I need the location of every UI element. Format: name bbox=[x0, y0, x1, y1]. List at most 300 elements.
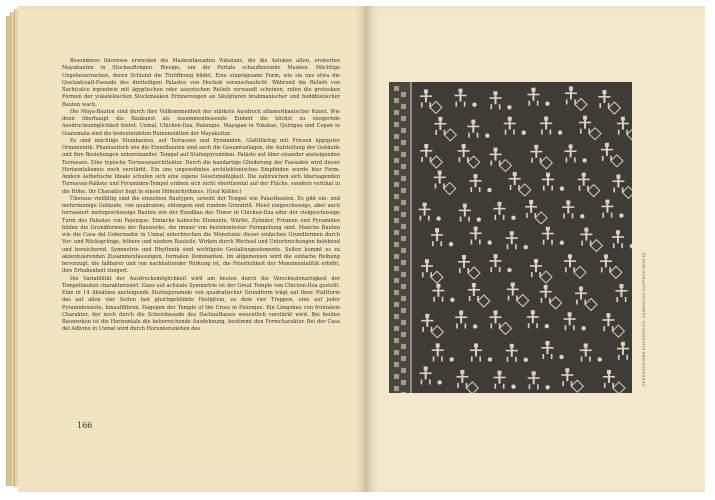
figure-part bbox=[611, 213, 613, 218]
figure-part bbox=[566, 157, 568, 162]
figure-part bbox=[422, 327, 424, 332]
figure-part bbox=[615, 290, 627, 292]
figure-part bbox=[532, 371, 536, 375]
figure-part bbox=[601, 149, 613, 151]
figure-part bbox=[470, 233, 482, 235]
textile-dot bbox=[524, 358, 528, 362]
border-motif bbox=[401, 272, 406, 277]
border-motif bbox=[401, 380, 406, 385]
figure-part bbox=[621, 117, 625, 121]
figure-part bbox=[564, 260, 576, 262]
figure-part bbox=[490, 161, 492, 166]
figure-part bbox=[475, 347, 477, 356]
figure-part bbox=[540, 291, 552, 293]
border-motif bbox=[401, 128, 406, 133]
textile-dot bbox=[449, 242, 453, 246]
figure-part bbox=[626, 355, 628, 360]
border-motif bbox=[401, 116, 406, 121]
textile-dot bbox=[473, 324, 477, 328]
textile-dot bbox=[437, 380, 441, 384]
figure-part bbox=[620, 288, 622, 297]
figure-part bbox=[489, 154, 501, 156]
figure-part bbox=[436, 232, 438, 241]
border-motif bbox=[394, 98, 399, 103]
figure-part bbox=[493, 91, 497, 95]
figure-part bbox=[510, 231, 514, 235]
figure-part bbox=[477, 133, 479, 138]
border-motif bbox=[394, 218, 399, 223]
border-motif bbox=[394, 326, 399, 331]
border-motif bbox=[394, 110, 399, 115]
figure-part bbox=[579, 287, 583, 291]
figure-part bbox=[465, 323, 467, 328]
figure-part bbox=[580, 129, 582, 134]
figure-part bbox=[433, 297, 435, 302]
figure-part bbox=[572, 213, 574, 218]
figure-part bbox=[544, 117, 548, 121]
figure-part bbox=[511, 283, 515, 287]
border-motif bbox=[394, 122, 399, 127]
textile-dot bbox=[511, 384, 515, 388]
figure-part bbox=[458, 89, 462, 93]
figure-part bbox=[585, 232, 587, 241]
figure-part bbox=[569, 144, 573, 148]
figure-part bbox=[498, 371, 502, 375]
figure-part bbox=[606, 147, 608, 156]
textile-dot bbox=[436, 216, 440, 220]
figure-part bbox=[551, 186, 553, 191]
figure-part bbox=[568, 254, 572, 258]
figure-part bbox=[576, 300, 578, 305]
figure-part bbox=[607, 317, 609, 326]
figure-part bbox=[542, 179, 554, 181]
textile-dot bbox=[580, 214, 584, 218]
figure-part bbox=[535, 149, 537, 158]
border-motif bbox=[401, 176, 406, 181]
figure-part bbox=[616, 297, 618, 302]
figure-part bbox=[428, 216, 430, 221]
figure-part bbox=[426, 263, 428, 272]
figure-part bbox=[442, 297, 444, 302]
figure-part bbox=[489, 97, 501, 99]
figure-part bbox=[565, 267, 567, 272]
textile-dot bbox=[450, 357, 454, 361]
textile-image bbox=[389, 82, 632, 393]
figure-part bbox=[547, 177, 549, 186]
border-motif bbox=[394, 254, 399, 259]
textile-dot bbox=[598, 357, 602, 361]
textile-dot bbox=[545, 324, 549, 328]
paragraph: Besonderes Interesse erwecken die Maskenfassaden Yukatans, die die Azteken alten, eroberten Mayabauten in Stuckaufträgen. Riesige, um die Portale schaufbasunde Masken. Mächtige Ungeheuerrachen, deren Schlund die Türöffnung bildet. Eine einprägsame Form, wie sie uns etwa die Quetzalcoatl-Fassade des dreiteiligen Palastes von Hochob veranschaulicht. Während die Reliefs von Xochicalco irgendwie mit ägyptischen oder assyrischen Reliefs verwandt scheinen, rufen die grotesken Formen der yukatekischen Stuckmasken Erinnerungen an Skulpturen brahmanischer und buddhistischer Bauten wach. bbox=[62, 58, 340, 108]
figure-part bbox=[546, 227, 550, 231]
figure-part bbox=[612, 236, 624, 238]
border-motif bbox=[401, 248, 406, 253]
figure-part bbox=[421, 379, 423, 384]
figure-part bbox=[474, 227, 478, 231]
figure-part bbox=[605, 258, 607, 267]
figure-part bbox=[499, 267, 501, 272]
figure-part bbox=[425, 370, 427, 379]
figure-part bbox=[493, 148, 497, 152]
figure-part bbox=[569, 258, 571, 267]
figure-part bbox=[545, 121, 547, 130]
figure-part bbox=[537, 101, 539, 106]
figure-part bbox=[510, 185, 512, 190]
figure-part bbox=[540, 123, 552, 125]
figure-part bbox=[499, 104, 501, 109]
figure-part bbox=[421, 102, 423, 107]
figure-part bbox=[469, 296, 471, 301]
figure-part bbox=[508, 296, 510, 301]
figure-part bbox=[459, 210, 471, 212]
figure-part bbox=[603, 326, 605, 331]
figure-part bbox=[511, 348, 513, 357]
figure-part bbox=[435, 228, 439, 232]
figure-part bbox=[602, 319, 614, 321]
figure-part bbox=[536, 323, 538, 328]
figure-part bbox=[568, 312, 572, 316]
textile-dot bbox=[545, 385, 549, 389]
border-motif bbox=[401, 164, 406, 169]
figure-part bbox=[541, 347, 553, 349]
figure-part bbox=[565, 368, 569, 372]
textile-dot bbox=[558, 130, 562, 134]
textile-dot bbox=[511, 216, 515, 220]
figure-part bbox=[529, 384, 531, 389]
figure-part bbox=[420, 95, 432, 97]
border-motif bbox=[401, 212, 406, 217]
border-motif bbox=[394, 182, 399, 187]
figure-part bbox=[510, 344, 514, 348]
textile-dot bbox=[560, 186, 564, 190]
textile-dot bbox=[582, 158, 586, 162]
border-motif bbox=[401, 224, 406, 229]
figure-part bbox=[551, 240, 553, 245]
figure-part bbox=[602, 213, 604, 218]
figure-part bbox=[494, 314, 496, 323]
figure-part bbox=[604, 254, 608, 258]
figure-part bbox=[599, 103, 601, 108]
figure-part bbox=[494, 258, 496, 267]
figure-part bbox=[546, 173, 550, 177]
figure-part bbox=[462, 255, 466, 259]
figure-part bbox=[581, 356, 583, 361]
figure-part bbox=[474, 343, 478, 347]
border-motif bbox=[401, 200, 406, 205]
figure-part bbox=[431, 234, 443, 236]
figure-part bbox=[421, 157, 423, 162]
figure-part bbox=[531, 158, 533, 163]
figure-part bbox=[507, 289, 519, 291]
figure-part bbox=[582, 173, 586, 177]
figure-part bbox=[585, 347, 587, 356]
figure-part bbox=[503, 215, 505, 220]
textile-dot bbox=[488, 357, 492, 361]
figure-part bbox=[470, 349, 482, 351]
figure-part bbox=[515, 357, 517, 362]
figure-part bbox=[420, 216, 422, 221]
figure-part bbox=[547, 231, 549, 240]
figure-part bbox=[425, 148, 427, 157]
figure-part bbox=[462, 144, 466, 148]
figure-part bbox=[457, 383, 459, 388]
figure-part bbox=[423, 203, 427, 207]
figure-part bbox=[459, 157, 461, 162]
figure-part bbox=[421, 320, 433, 322]
textile-plate bbox=[389, 82, 632, 393]
figure-part bbox=[605, 200, 609, 204]
figure-part bbox=[420, 372, 432, 374]
figure-part bbox=[537, 384, 539, 389]
figure-part bbox=[580, 291, 582, 300]
figure-part bbox=[479, 187, 481, 192]
border-motif bbox=[394, 314, 399, 319]
figure-part bbox=[617, 234, 619, 243]
figure-part bbox=[601, 206, 613, 208]
figure-part bbox=[541, 130, 543, 135]
figure-part bbox=[513, 172, 517, 176]
figure-part bbox=[475, 231, 477, 240]
border-motif bbox=[394, 374, 399, 379]
figure-part bbox=[474, 178, 476, 187]
figure-part bbox=[606, 313, 610, 317]
figure-part bbox=[506, 350, 518, 352]
figure-part bbox=[461, 374, 463, 383]
textile-dot bbox=[545, 102, 549, 106]
textile-dot bbox=[522, 130, 526, 134]
figure-part bbox=[617, 348, 629, 350]
figure-part bbox=[435, 130, 437, 135]
figure-part bbox=[527, 94, 539, 96]
figure-part bbox=[530, 265, 542, 267]
figure-part bbox=[479, 356, 481, 361]
figure-part bbox=[531, 88, 535, 92]
figure-part bbox=[583, 177, 585, 186]
figure-part bbox=[471, 356, 473, 361]
figure-part bbox=[616, 174, 620, 178]
figure-part bbox=[543, 186, 545, 191]
figure-part bbox=[471, 120, 475, 124]
figure-part bbox=[598, 96, 610, 98]
border-motif bbox=[401, 236, 406, 241]
figure-part bbox=[468, 217, 470, 222]
figure-part bbox=[589, 356, 591, 361]
figure-part bbox=[528, 101, 530, 106]
border-motif bbox=[394, 206, 399, 211]
border-motif bbox=[394, 230, 399, 235]
textile-dot bbox=[487, 240, 491, 244]
border-motif bbox=[394, 278, 399, 283]
figure-part bbox=[515, 244, 517, 249]
figure-part bbox=[494, 377, 506, 379]
figure-part bbox=[527, 316, 539, 318]
border-motif bbox=[394, 170, 399, 175]
figure-part bbox=[512, 287, 514, 296]
figure-part bbox=[567, 204, 569, 213]
figure-part bbox=[464, 102, 466, 107]
figure-part bbox=[438, 117, 442, 121]
border-motif bbox=[394, 134, 399, 139]
figure-part bbox=[435, 184, 437, 189]
figure-part bbox=[578, 179, 590, 181]
figure-part bbox=[507, 244, 509, 249]
figure-part bbox=[505, 130, 507, 135]
figure-part bbox=[625, 297, 627, 302]
figure-part bbox=[472, 283, 476, 287]
figure-part bbox=[534, 145, 538, 149]
figure-part bbox=[622, 121, 624, 130]
figure-part bbox=[479, 240, 481, 245]
figure-part bbox=[616, 230, 620, 234]
figure-part bbox=[422, 272, 424, 277]
figure-part bbox=[497, 202, 501, 206]
figure-part bbox=[563, 213, 565, 218]
border-motif bbox=[401, 92, 406, 97]
figure-part bbox=[580, 349, 592, 351]
figure-part bbox=[528, 323, 530, 328]
figure-part bbox=[565, 92, 577, 94]
page-number: 166 bbox=[77, 421, 93, 430]
figure-part bbox=[621, 342, 625, 346]
figure-part bbox=[489, 316, 501, 318]
figure-part bbox=[513, 130, 515, 135]
figure-part bbox=[570, 90, 572, 99]
figure-part bbox=[580, 234, 592, 236]
figure-part bbox=[490, 323, 492, 328]
figure-part bbox=[543, 240, 545, 245]
figure-part bbox=[436, 284, 440, 288]
figure-part bbox=[503, 384, 505, 389]
figure-part bbox=[433, 356, 435, 361]
figure-part bbox=[621, 243, 623, 248]
figure-part bbox=[456, 323, 458, 328]
figure-part bbox=[440, 241, 442, 246]
figure-part bbox=[424, 144, 428, 148]
figure-part bbox=[432, 290, 444, 292]
figure-part bbox=[468, 289, 480, 291]
figure-part bbox=[533, 375, 535, 384]
textile-dot bbox=[477, 217, 481, 221]
figure-part bbox=[550, 130, 552, 135]
border-motif bbox=[401, 104, 406, 109]
figure-part bbox=[439, 121, 441, 130]
figure-part bbox=[544, 285, 548, 289]
figure-part bbox=[459, 268, 461, 273]
figure-part bbox=[426, 318, 428, 327]
figure-part bbox=[584, 343, 588, 347]
figure-part bbox=[499, 375, 501, 384]
figure-part bbox=[455, 102, 457, 107]
figure-part bbox=[424, 89, 428, 93]
figure-part bbox=[421, 265, 433, 267]
border-motif bbox=[394, 146, 399, 151]
figure-part bbox=[464, 208, 466, 217]
figure-part bbox=[584, 228, 588, 232]
figure-part bbox=[508, 117, 512, 121]
figure-part bbox=[579, 122, 591, 124]
figure-part bbox=[511, 235, 513, 244]
border-motif bbox=[401, 356, 406, 361]
figure-part bbox=[458, 261, 470, 263]
figure-part bbox=[583, 116, 587, 120]
figure-part bbox=[493, 254, 497, 258]
figure-part bbox=[434, 177, 446, 179]
border-motif bbox=[394, 266, 399, 271]
figure-part bbox=[460, 370, 464, 374]
figure-part bbox=[622, 346, 624, 355]
figure-part bbox=[424, 207, 426, 216]
figure-part bbox=[425, 259, 429, 263]
figure-part bbox=[469, 180, 481, 182]
figure-part bbox=[566, 99, 568, 104]
figure-part bbox=[460, 314, 462, 323]
border-motif bbox=[401, 284, 406, 289]
figure-part bbox=[494, 215, 496, 220]
border-motif bbox=[394, 362, 399, 367]
figure-part bbox=[581, 241, 583, 246]
textile-dot bbox=[450, 298, 454, 302]
figure-part bbox=[494, 95, 496, 104]
figure-part bbox=[541, 298, 543, 303]
figure-part bbox=[472, 124, 474, 133]
figure-part bbox=[424, 366, 428, 370]
figure-part bbox=[612, 180, 624, 182]
figure-part bbox=[439, 175, 441, 184]
figure-part bbox=[608, 374, 610, 383]
figure-part bbox=[458, 150, 470, 152]
figure-part bbox=[531, 310, 535, 314]
figure-part bbox=[437, 347, 439, 356]
textile-dot bbox=[524, 245, 528, 249]
figure-part bbox=[618, 355, 620, 360]
border-motif bbox=[401, 320, 406, 325]
figure-part bbox=[617, 123, 629, 125]
figure-part bbox=[494, 152, 496, 161]
figure-part bbox=[468, 133, 470, 138]
textile-dot bbox=[472, 102, 476, 106]
figure-part bbox=[565, 150, 577, 152]
figure-part bbox=[605, 143, 609, 147]
border-motif bbox=[394, 302, 399, 307]
figure-part bbox=[569, 86, 573, 90]
paragraph: Es sind mächtige Steinbauten, auf Terrassen und Pyramiden. Glattflächig mit Friesen üppigster Ornamentik. Phantastisch wie die Einzelbauten sind auch die Gesamtanlagen, die Aufstellung der Gebäude und ihre Beziehungen untereinander. Tempel auf Stufenpyramiden. Paläste auf über einander ansteigenden Terrassen. Eine typische Terrassenarchitektur. Durch die bandartige Gliederung der Fassaden wird dieser Horizontalismus noch verstärkt. Ein uns ungewohntes architektonisches Empfinden wurde hier Form. Andere ästhetische Ideale schufen sich eine eigene Gesetzmäßigkeit. Die zahlreichen sich übersagenden Terrassen-Paläste und Pyramiden-Tempel ordnen sich nicht vbertizontal auf der Fläche, sondern vertikal in die Höhe. Ihr Charakter liegt in einem Höhenrhythmus. (Graf Keßler.) bbox=[62, 137, 340, 195]
figure-part bbox=[441, 356, 443, 361]
border-motif bbox=[401, 368, 406, 373]
border-motif bbox=[401, 140, 406, 145]
figure-part bbox=[562, 381, 564, 386]
figure-part bbox=[463, 204, 467, 208]
figure-part bbox=[579, 186, 581, 191]
figure-part bbox=[455, 316, 467, 318]
figure-part bbox=[471, 240, 473, 245]
figure-part bbox=[425, 314, 429, 318]
figure-part bbox=[613, 187, 615, 192]
border-motif bbox=[394, 242, 399, 247]
figure-part bbox=[542, 354, 544, 359]
figure-part bbox=[603, 376, 615, 378]
figure-part bbox=[454, 95, 466, 97]
figure-part bbox=[531, 272, 533, 277]
figure-part bbox=[463, 148, 465, 157]
figure-part bbox=[565, 325, 567, 330]
figure-part bbox=[562, 206, 574, 208]
figure-part bbox=[489, 260, 501, 262]
figure-part bbox=[460, 217, 462, 222]
figure-part bbox=[493, 310, 497, 314]
figure-part bbox=[545, 289, 547, 298]
textile-dot bbox=[507, 268, 511, 272]
figure-part bbox=[564, 318, 576, 320]
